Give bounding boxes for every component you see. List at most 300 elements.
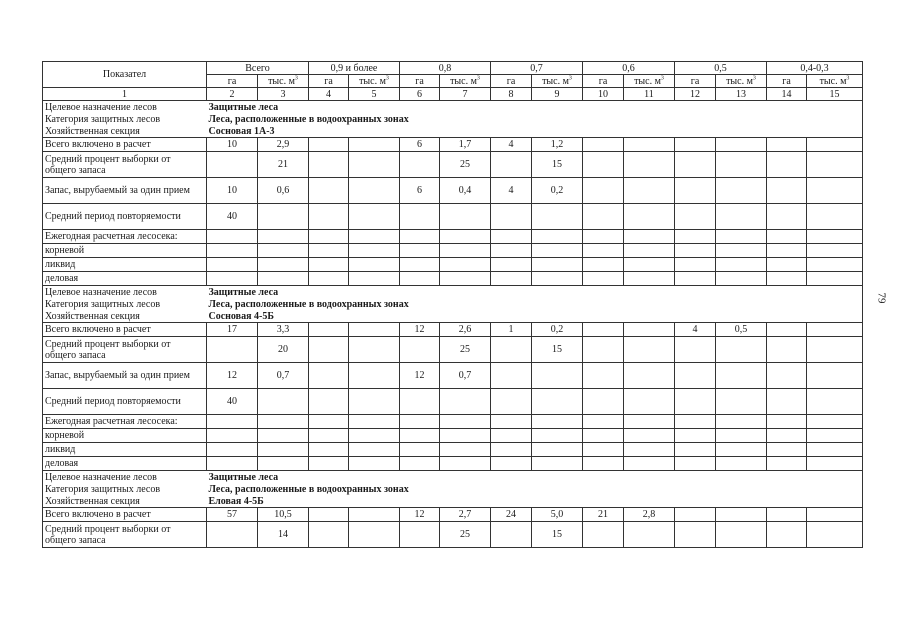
- table-cell: [309, 230, 349, 244]
- table-cell: [258, 429, 309, 443]
- table-cell: [491, 272, 532, 286]
- row-label: корневой: [43, 429, 207, 443]
- table-cell: 4: [491, 138, 532, 152]
- table-cell: [400, 337, 440, 363]
- table-cell: [624, 429, 675, 443]
- table-cell: [767, 337, 807, 363]
- table-cell: [532, 363, 583, 389]
- row-label: Средний процент выборки от общего запаса: [43, 152, 207, 178]
- table-cell: [624, 244, 675, 258]
- table-cell: [309, 152, 349, 178]
- table-cell: 10: [207, 138, 258, 152]
- column-number: 1: [43, 88, 207, 101]
- section-meta-value: Сосновая 1А-3: [207, 125, 863, 138]
- table-cell: [583, 457, 624, 471]
- table-row: [43, 389, 863, 415]
- table-cell: [400, 244, 440, 258]
- table-cell: [349, 337, 400, 363]
- table-cell: [807, 178, 863, 204]
- table-cell: [207, 230, 258, 244]
- table-cell: [207, 272, 258, 286]
- table-cell: [767, 323, 807, 337]
- table-cell: [583, 389, 624, 415]
- table-cell: [624, 230, 675, 244]
- table-cell: 14: [258, 522, 309, 548]
- table-cell: [624, 457, 675, 471]
- unit-ha: га: [400, 75, 440, 88]
- table-cell: 25: [440, 337, 491, 363]
- table-cell: [767, 138, 807, 152]
- table-cell: [491, 230, 532, 244]
- unit-volume-superscript: 3: [476, 75, 480, 82]
- table-cell: [624, 363, 675, 389]
- table-cell: [309, 323, 349, 337]
- section-meta-label: Целевое назначение лесов: [43, 101, 207, 114]
- row-label: деловая: [43, 272, 207, 286]
- table-row: [43, 429, 863, 443]
- table-cell: [583, 178, 624, 204]
- unit-ha: га: [207, 75, 258, 88]
- section-meta-label: Целевое назначение лесов: [43, 471, 207, 484]
- row-label: ликвид: [43, 443, 207, 457]
- header-indicator: Показател: [43, 62, 207, 88]
- table-cell: [309, 415, 349, 429]
- table-cell: [491, 457, 532, 471]
- table-cell: [491, 443, 532, 457]
- table-cell: [716, 389, 767, 415]
- table-cell: [807, 138, 863, 152]
- table-cell: [491, 415, 532, 429]
- table-cell: [440, 258, 491, 272]
- table-cell: [532, 204, 583, 230]
- column-number: 5: [349, 88, 400, 101]
- table-cell: [716, 429, 767, 443]
- row-label: Средний процент выборки от общего запаса: [43, 337, 207, 363]
- unit-volume: [532, 75, 583, 88]
- unit-volume: [258, 75, 309, 88]
- table-cell: [349, 230, 400, 244]
- table-cell: 12: [400, 363, 440, 389]
- table-cell: [716, 508, 767, 522]
- table-cell: [767, 363, 807, 389]
- table-cell: [400, 258, 440, 272]
- table-cell: [309, 363, 349, 389]
- section-meta-label: Целевое назначение лесов: [43, 286, 207, 299]
- table-cell: 0,5: [716, 323, 767, 337]
- table-cell: [491, 152, 532, 178]
- table-cell: [675, 415, 716, 429]
- table-cell: [258, 272, 309, 286]
- table-cell: 0,7: [258, 363, 309, 389]
- table-cell: [400, 204, 440, 230]
- table-cell: [624, 323, 675, 337]
- table-cell: [207, 244, 258, 258]
- table-cell: [624, 272, 675, 286]
- table-cell: [624, 389, 675, 415]
- table-cell: [624, 204, 675, 230]
- table-cell: 2,7: [440, 508, 491, 522]
- table-cell: [349, 363, 400, 389]
- table-cell: [491, 244, 532, 258]
- unit-volume-superscript: 3: [660, 75, 664, 82]
- table-cell: [716, 415, 767, 429]
- table-cell: [258, 230, 309, 244]
- header-row-groups: [43, 62, 863, 75]
- table-cell: [532, 258, 583, 272]
- table-cell: 0,7: [440, 363, 491, 389]
- table-cell: [207, 337, 258, 363]
- table-cell: [716, 258, 767, 272]
- table-cell: 6: [400, 138, 440, 152]
- table-cell: [716, 337, 767, 363]
- table-cell: [309, 443, 349, 457]
- table-cell: 4: [491, 178, 532, 204]
- table-cell: 2,6: [440, 323, 491, 337]
- column-number: 3: [258, 88, 309, 101]
- table-row: [43, 337, 863, 363]
- table-cell: [258, 204, 309, 230]
- section-meta-row: [43, 471, 863, 484]
- table-cell: [583, 258, 624, 272]
- table-cell: [207, 443, 258, 457]
- table-cell: 12: [207, 363, 258, 389]
- table-row: [43, 443, 863, 457]
- unit-volume-text: тыс. м: [542, 75, 569, 87]
- table-cell: 4: [675, 323, 716, 337]
- section-meta-value: Леса, расположенные в водоохранных зонах: [207, 298, 863, 310]
- table-row: [43, 508, 863, 522]
- column-number: 10: [583, 88, 624, 101]
- table-cell: [767, 152, 807, 178]
- row-label: Средний период повторяемости: [43, 204, 207, 230]
- table-cell: 10,5: [258, 508, 309, 522]
- row-label: ликвид: [43, 258, 207, 272]
- table-cell: [583, 244, 624, 258]
- table-cell: [258, 244, 309, 258]
- table-cell: [440, 429, 491, 443]
- table-cell: 15: [532, 152, 583, 178]
- unit-ha: га: [767, 75, 807, 88]
- unit-volume-text: тыс. м: [268, 75, 295, 87]
- table-cell: [583, 522, 624, 548]
- section-meta-row: [43, 483, 863, 495]
- table-cell: [207, 415, 258, 429]
- table-cell: [349, 522, 400, 548]
- table-cell: [309, 389, 349, 415]
- table-cell: [675, 138, 716, 152]
- unit-ha: га: [491, 75, 532, 88]
- table-cell: [767, 508, 807, 522]
- table-cell: [349, 138, 400, 152]
- table-cell: [624, 152, 675, 178]
- table-row: [43, 522, 863, 548]
- unit-volume-superscript: 3: [846, 75, 850, 82]
- table-cell: 17: [207, 323, 258, 337]
- table-cell: [767, 415, 807, 429]
- table-cell: 24: [491, 508, 532, 522]
- table-cell: 21: [258, 152, 309, 178]
- table-cell: [258, 258, 309, 272]
- table-cell: [532, 244, 583, 258]
- row-label: Всего включено в расчет: [43, 138, 207, 152]
- section-meta-value: Защитные леса: [207, 471, 863, 484]
- table-cell: [716, 178, 767, 204]
- table-row: [43, 272, 863, 286]
- table-cell: [624, 522, 675, 548]
- section-meta-row: [43, 495, 863, 508]
- table-cell: [716, 522, 767, 548]
- table-cell: [807, 244, 863, 258]
- header-group: 0,5: [675, 62, 767, 75]
- table-cell: [767, 443, 807, 457]
- table-cell: 10: [207, 178, 258, 204]
- column-number: 9: [532, 88, 583, 101]
- column-number: 15: [807, 88, 863, 101]
- table-cell: [440, 457, 491, 471]
- table-cell: 0,2: [532, 178, 583, 204]
- table-cell: [675, 272, 716, 286]
- table-row: [43, 258, 863, 272]
- table-row: [43, 244, 863, 258]
- table-cell: [258, 389, 309, 415]
- table-cell: 20: [258, 337, 309, 363]
- column-number: 11: [624, 88, 675, 101]
- table-cell: [624, 258, 675, 272]
- table-cell: [767, 272, 807, 286]
- table-cell: [309, 337, 349, 363]
- section-meta-label: Категория защитных лесов: [43, 113, 207, 125]
- table-cell: [491, 429, 532, 443]
- table-cell: [624, 337, 675, 363]
- table-cell: 0,2: [532, 323, 583, 337]
- table-cell: [807, 323, 863, 337]
- table-cell: [716, 138, 767, 152]
- table-cell: [767, 244, 807, 258]
- header-group: 0,7: [491, 62, 583, 75]
- table-cell: 40: [207, 204, 258, 230]
- table-cell: [624, 443, 675, 457]
- table-cell: [440, 389, 491, 415]
- table-row: [43, 204, 863, 230]
- section-meta-label: Категория защитных лесов: [43, 298, 207, 310]
- column-number: 4: [309, 88, 349, 101]
- table-cell: [309, 244, 349, 258]
- header-group: 0,6: [583, 62, 675, 75]
- unit-volume-text: тыс. м: [819, 75, 847, 87]
- table-cell: [349, 244, 400, 258]
- table-cell: [309, 178, 349, 204]
- section-meta-row: [43, 125, 863, 138]
- table-cell: [807, 522, 863, 548]
- table-cell: [207, 152, 258, 178]
- table-row: [43, 230, 863, 244]
- section-meta-row: [43, 113, 863, 125]
- table-cell: [309, 429, 349, 443]
- unit-volume: [716, 75, 767, 88]
- unit-volume-text: тыс. м: [634, 75, 661, 87]
- table-cell: 2,9: [258, 138, 309, 152]
- row-label: Средний процент выборки от общего запаса: [43, 522, 207, 548]
- table-cell: [440, 443, 491, 457]
- unit-volume-text: тыс. м: [450, 75, 477, 87]
- table-cell: [400, 415, 440, 429]
- section-meta-label: Хозяйственная секция: [43, 310, 207, 323]
- unit-volume-superscript: 3: [752, 75, 756, 82]
- table-cell: [583, 337, 624, 363]
- column-number: 2: [207, 88, 258, 101]
- table-cell: 6: [400, 178, 440, 204]
- table-cell: [675, 204, 716, 230]
- section-meta-value: Защитные леса: [207, 286, 863, 299]
- table-cell: 57: [207, 508, 258, 522]
- table-cell: [767, 230, 807, 244]
- table-cell: [400, 522, 440, 548]
- table-cell: [349, 415, 400, 429]
- table-cell: [400, 429, 440, 443]
- table-cell: [207, 522, 258, 548]
- table-cell: [807, 429, 863, 443]
- row-label: Средний период повторяемости: [43, 389, 207, 415]
- table-cell: [583, 429, 624, 443]
- table-cell: [207, 457, 258, 471]
- table-cell: [807, 415, 863, 429]
- section-meta-row: [43, 310, 863, 323]
- table-cell: [349, 178, 400, 204]
- table-cell: [349, 323, 400, 337]
- header-group: 0,8: [400, 62, 491, 75]
- table-cell: [583, 323, 624, 337]
- table-cell: [532, 443, 583, 457]
- table-cell: [491, 363, 532, 389]
- table-cell: 12: [400, 323, 440, 337]
- table-cell: [807, 258, 863, 272]
- table-cell: [309, 522, 349, 548]
- table-cell: [767, 204, 807, 230]
- table-cell: [767, 457, 807, 471]
- table-cell: [716, 152, 767, 178]
- table-cell: [440, 415, 491, 429]
- table-cell: [716, 363, 767, 389]
- table-cell: [349, 457, 400, 471]
- row-label: деловая: [43, 457, 207, 471]
- table-cell: [675, 429, 716, 443]
- table-cell: [767, 258, 807, 272]
- section-meta-label: Хозяйственная секция: [43, 125, 207, 138]
- column-number: 6: [400, 88, 440, 101]
- row-label: Ежегодная расчетная лесосека:: [43, 230, 207, 244]
- table-cell: [807, 389, 863, 415]
- table-cell: [532, 457, 583, 471]
- unit-volume: [807, 75, 863, 88]
- table-cell: [807, 204, 863, 230]
- table-cell: 12: [400, 508, 440, 522]
- table-row: [43, 178, 863, 204]
- table-row: [43, 363, 863, 389]
- table-cell: [309, 258, 349, 272]
- row-label: Запас, вырубаемый за один прием: [43, 178, 207, 204]
- column-number: 7: [440, 88, 491, 101]
- section-meta-value: Леса, расположенные в водоохранных зонах: [207, 483, 863, 495]
- table-cell: [675, 443, 716, 457]
- table-cell: [400, 389, 440, 415]
- table-cell: [309, 508, 349, 522]
- allowable-cut-table: [42, 61, 863, 548]
- table-cell: [807, 152, 863, 178]
- table-cell: [400, 230, 440, 244]
- table-cell: [767, 429, 807, 443]
- table-cell: 15: [532, 337, 583, 363]
- table-cell: [807, 443, 863, 457]
- table-cell: [349, 429, 400, 443]
- section-meta-row: [43, 286, 863, 299]
- table-cell: [400, 457, 440, 471]
- header-row-numbers: [43, 88, 863, 101]
- row-label: Всего включено в расчет: [43, 508, 207, 522]
- table-cell: [583, 415, 624, 429]
- table-cell: [583, 152, 624, 178]
- table-cell: [583, 230, 624, 244]
- unit-ha: га: [309, 75, 349, 88]
- table-cell: [583, 443, 624, 457]
- unit-ha: га: [583, 75, 624, 88]
- table-cell: [258, 443, 309, 457]
- table-cell: [807, 337, 863, 363]
- column-number: 8: [491, 88, 532, 101]
- table-cell: 1,2: [532, 138, 583, 152]
- section-meta-row: [43, 101, 863, 114]
- table-cell: [532, 429, 583, 443]
- unit-volume: [440, 75, 491, 88]
- section-meta-value: Защитные леса: [207, 101, 863, 114]
- unit-volume: [349, 75, 400, 88]
- table-cell: [532, 389, 583, 415]
- table-cell: [258, 457, 309, 471]
- table-cell: 15: [532, 522, 583, 548]
- unit-volume-text: тыс. м: [726, 75, 753, 87]
- section-meta-label: Хозяйственная секция: [43, 495, 207, 508]
- table-cell: 25: [440, 152, 491, 178]
- table-cell: 2,8: [624, 508, 675, 522]
- table-cell: [349, 443, 400, 457]
- table-cell: [716, 230, 767, 244]
- table-cell: [309, 204, 349, 230]
- table-cell: [400, 152, 440, 178]
- table-row: [43, 457, 863, 471]
- unit-volume-superscript: 3: [294, 75, 298, 82]
- table-cell: [675, 457, 716, 471]
- table-cell: [349, 258, 400, 272]
- table-cell: [491, 258, 532, 272]
- table-cell: [675, 258, 716, 272]
- table-cell: [624, 415, 675, 429]
- table-cell: [440, 204, 491, 230]
- table-cell: [349, 204, 400, 230]
- table-cell: [716, 457, 767, 471]
- table-cell: [767, 389, 807, 415]
- table-cell: [491, 522, 532, 548]
- table-cell: [675, 363, 716, 389]
- table-cell: [349, 508, 400, 522]
- table-cell: [258, 415, 309, 429]
- table-cell: [309, 138, 349, 152]
- table-cell: [491, 389, 532, 415]
- row-label: Всего включено в расчет: [43, 323, 207, 337]
- table-cell: [440, 244, 491, 258]
- table-cell: 5,0: [532, 508, 583, 522]
- table-cell: [675, 389, 716, 415]
- table-cell: 0,6: [258, 178, 309, 204]
- table-cell: [675, 337, 716, 363]
